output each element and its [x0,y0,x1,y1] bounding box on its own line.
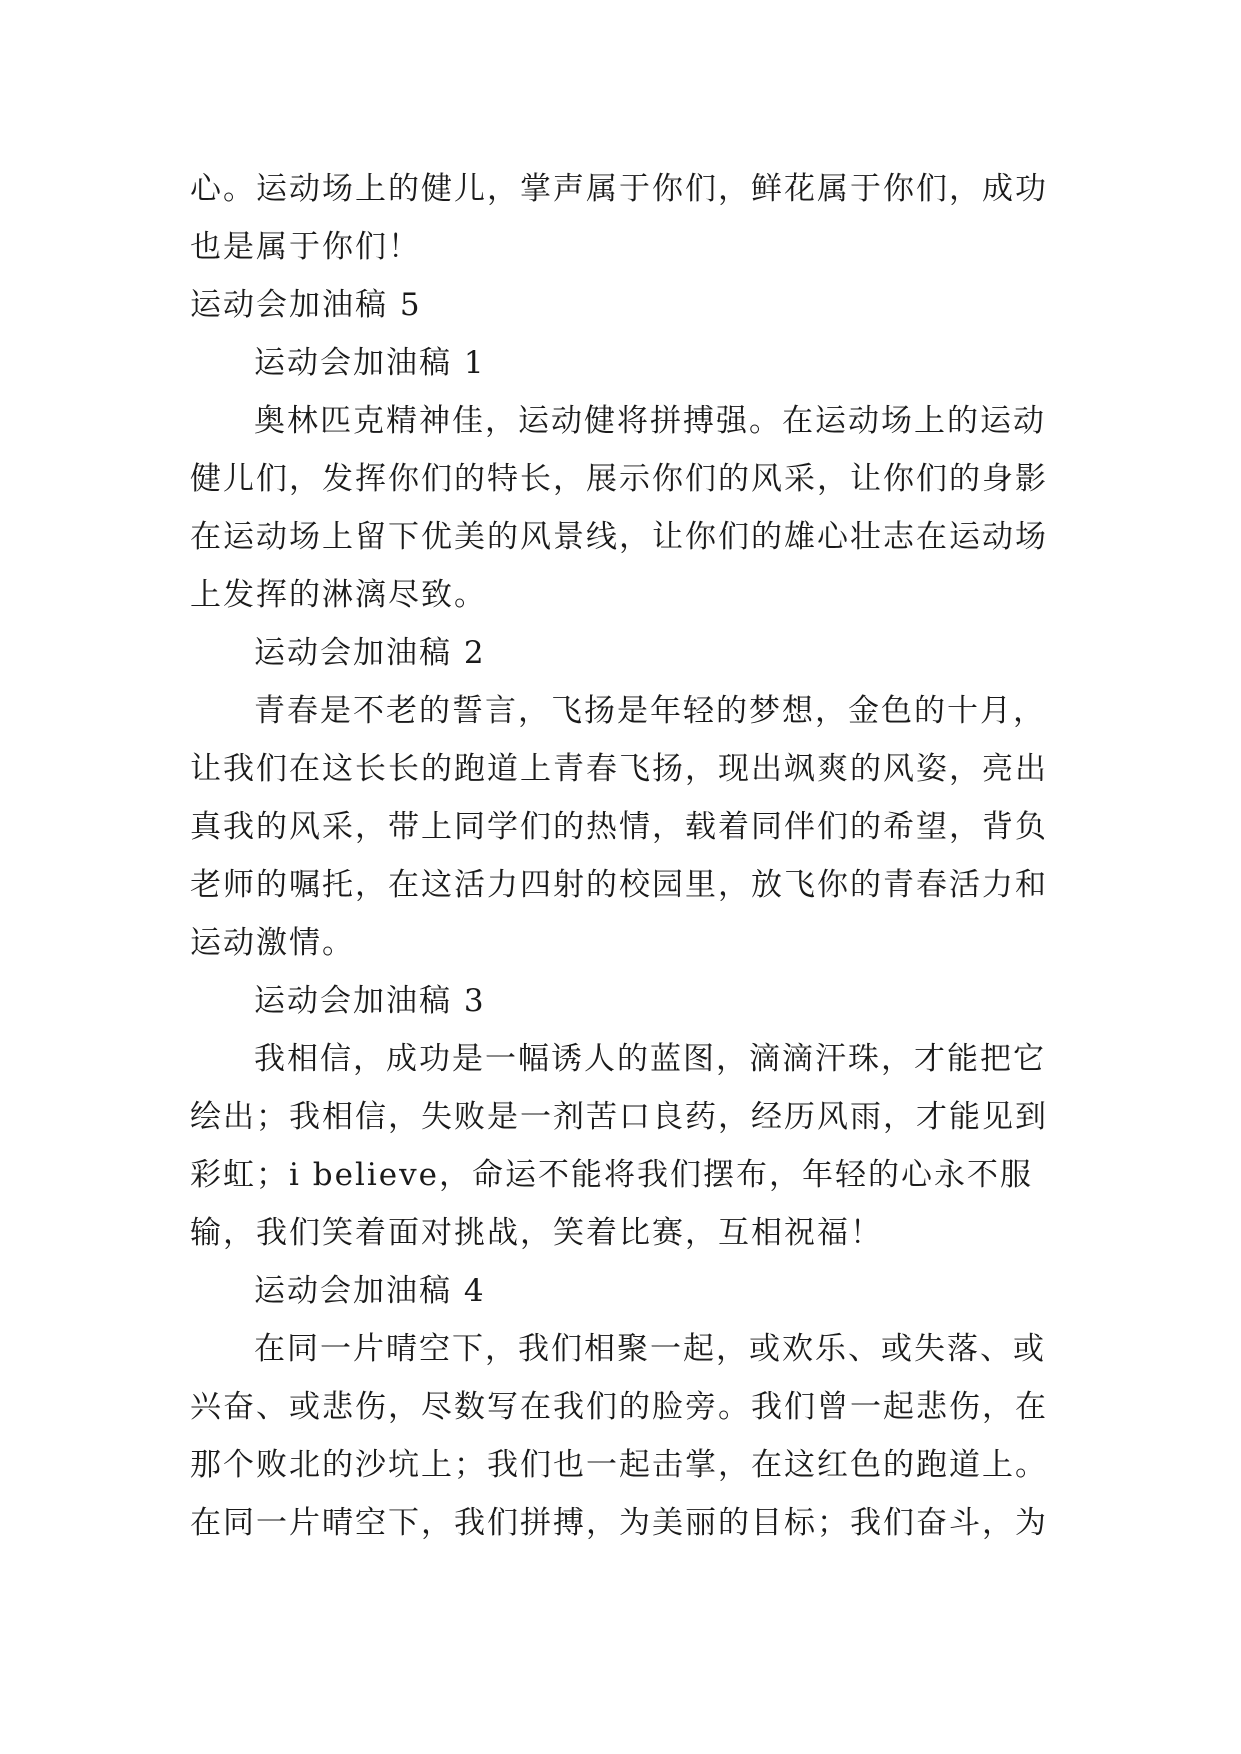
section-heading-4: 运动会加油稿 4 [254,1273,486,1309]
paragraph-2: 青春是不老的誓言，飞扬是年轻的梦想，金色的十月，让我们在这长长的跑道上青春飞扬，现出飒爽的风姿，亮出真我的风采，带上同学们的热情，载着同伴们的希望，背负老师的嘱托，在这活力四射的校园里，放飞你的青春活力和运动激情。 [190,693,1048,961]
section-heading-5: 运动会加油稿 5 [190,287,422,323]
section-heading-3: 运动会加油稿 3 [254,983,486,1019]
paragraph-1: 奥林匹克精神佳，运动健将拼搏强。在运动场上的运动健儿们，发挥你们的特长，展示你们的风采，让你们的身影在运动场上留下优美的风景线，让你们的雄心壮志在运动场上发挥的淋漓尽致。 [190,403,1048,613]
section-heading-1: 运动会加油稿 1 [254,345,486,381]
section-heading-2: 运动会加油稿 2 [254,635,486,671]
paragraph-4: 在同一片晴空下，我们相聚一起，或欢乐、或失落、或兴奋、或悲伤，尽数写在我们的脸旁。我们曾一起悲伤，在那个败北的沙坑上；我们也一起击掌，在这红色的跑道上。在同一片晴空下，我们拼搏，为美丽的目标；我们奋斗，为 [190,1331,1048,1541]
document-body [190,160,1070,1552]
paragraph-continuation: 心。运动场上的健儿，掌声属于你们，鲜花属于你们，成功也是属于你们！ [190,171,1048,265]
paragraph-3: 我相信，成功是一幅诱人的蓝图，滴滴汗珠，才能把它绘出；我相信，失败是一剂苦口良药，经历风雨，才能见到彩虹；i believe，命运不能将我们摆布，年轻的心永不服输，我们笑着面对挑战，笑着比赛，互相祝福！ [190,1041,1048,1251]
